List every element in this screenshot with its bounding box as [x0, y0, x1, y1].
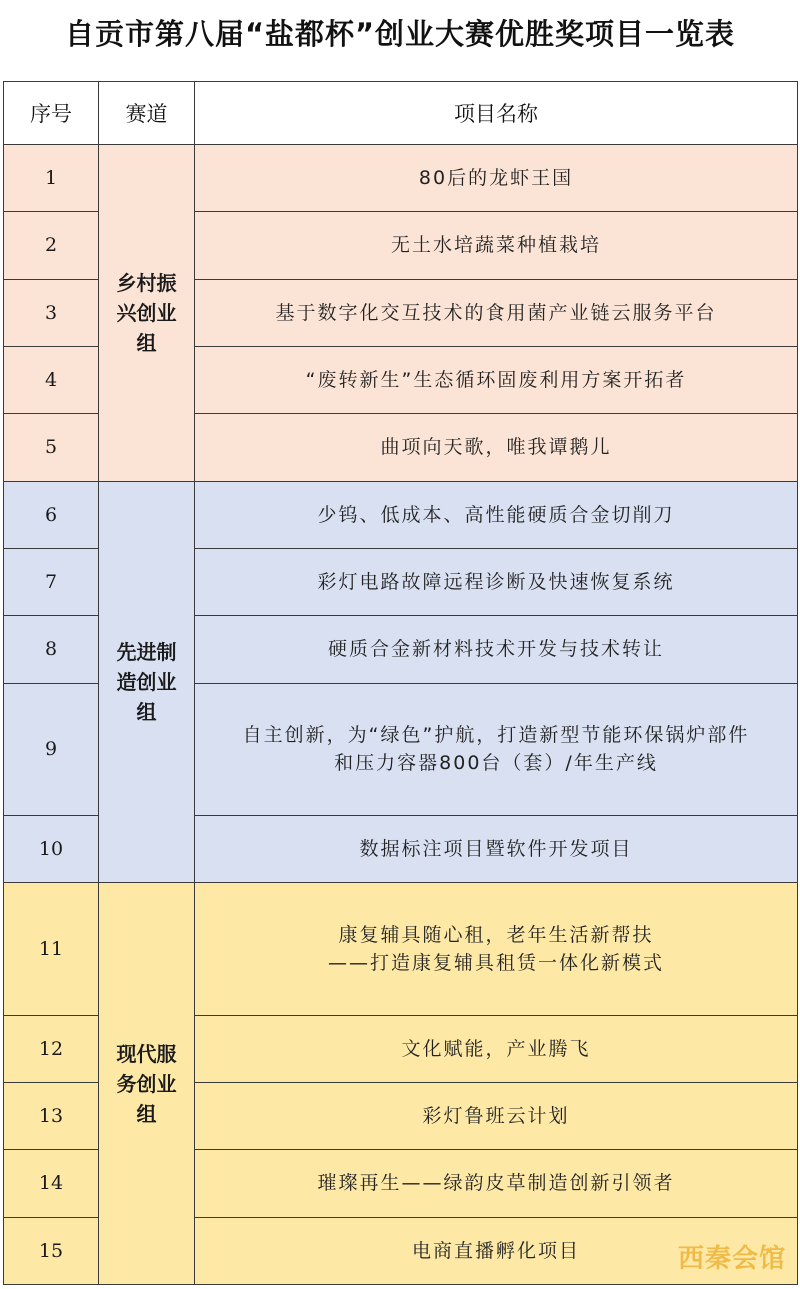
table-header-row: [4, 82, 798, 145]
row-seq: 14: [4, 1150, 99, 1217]
row-seq: 10: [4, 815, 99, 882]
project-name-line: 硬质合金新材料技术开发与技术转让: [327, 638, 664, 661]
project-name-line: 璀璨再生——绿韵皮草制造创新引领者: [317, 1172, 675, 1195]
project-name-line: 少钨、低成本、高性能硬质合金切削刀: [317, 503, 675, 526]
project-name-line: 自主创新，为“绿色”护航，打造新型节能环保锅炉部件: [242, 724, 750, 747]
row-seq: 5: [4, 414, 99, 481]
project-name-line: 文化赋能，产业腾飞: [401, 1037, 591, 1060]
project-name-cell: [195, 883, 798, 1015]
header-seq: 序号: [4, 82, 99, 145]
project-name-cell: [195, 212, 798, 279]
project-name-line: ——打造康复辅具租赁一体化新模式: [327, 951, 664, 974]
project-name-line: 电商直播孵化项目: [411, 1239, 580, 1262]
page-title: 自贡市第八届“盐都杯”创业大赛优胜奖项目一览表: [64, 17, 736, 51]
project-name-cell: [195, 1082, 798, 1149]
track-label: 乡村振兴创业组: [116, 270, 177, 355]
watermark-logo: 西秦会馆: [677, 1244, 786, 1274]
project-name-line: 康复辅具随心租，老年生活新帮扶: [338, 923, 654, 946]
project-name-line: 基于数字化交互技术的食用菌产业链云服务平台: [275, 301, 717, 324]
project-name-line: “废转新生”生态循环固废利用方案开拓者: [305, 369, 687, 392]
row-seq: 9: [4, 683, 99, 815]
project-name-cell: [195, 145, 798, 212]
table-row: [4, 481, 798, 548]
project-name-cell: [195, 1150, 798, 1217]
row-seq: 12: [4, 1015, 99, 1082]
project-name-cell: [195, 616, 798, 683]
project-name-line: 无土水培蔬菜种植栽培: [390, 234, 601, 257]
project-name-cell: [195, 548, 798, 615]
row-seq: 8: [4, 616, 99, 683]
row-seq: 1: [4, 145, 99, 212]
project-name-line: 数据标注项目暨软件开发项目: [359, 838, 633, 861]
project-name-cell: [195, 481, 798, 548]
project-name-cell: [195, 279, 798, 346]
row-seq: 6: [4, 481, 99, 548]
project-name-cell: [195, 1015, 798, 1082]
project-name-cell: [195, 414, 798, 481]
track-label: 现代服务创业组: [116, 1041, 177, 1126]
project-name-line: 和压力容器800台（套）/年生产线: [334, 752, 658, 775]
track-cell: [99, 883, 195, 1285]
row-seq: 13: [4, 1082, 99, 1149]
project-name-cell: [195, 346, 798, 413]
table-row: [4, 145, 798, 212]
row-seq: 11: [4, 883, 99, 1015]
row-seq: 7: [4, 548, 99, 615]
track-cell: [99, 481, 195, 883]
row-seq: 2: [4, 212, 99, 279]
project-name-line: 曲项向天歌，唯我谭鹅儿: [380, 436, 612, 459]
row-seq: 15: [4, 1217, 99, 1284]
table-body: [4, 145, 798, 1285]
header-track: 赛道: [99, 82, 195, 145]
row-seq: 4: [4, 346, 99, 413]
header-project: 项目名称: [195, 82, 798, 145]
track-label: 先进制造创业组: [116, 639, 177, 724]
project-name-line: 80后的龙虾王国: [418, 167, 574, 190]
table-row: [4, 883, 798, 1015]
project-name-cell: [195, 683, 798, 815]
award-table: [3, 81, 798, 1285]
row-seq: 3: [4, 279, 99, 346]
project-name-line: 彩灯电路故障远程诊断及快速恢复系统: [317, 571, 675, 594]
project-name-cell: [195, 815, 798, 882]
project-name-line: 彩灯鲁班云计划: [422, 1105, 570, 1128]
track-cell: [99, 145, 195, 482]
